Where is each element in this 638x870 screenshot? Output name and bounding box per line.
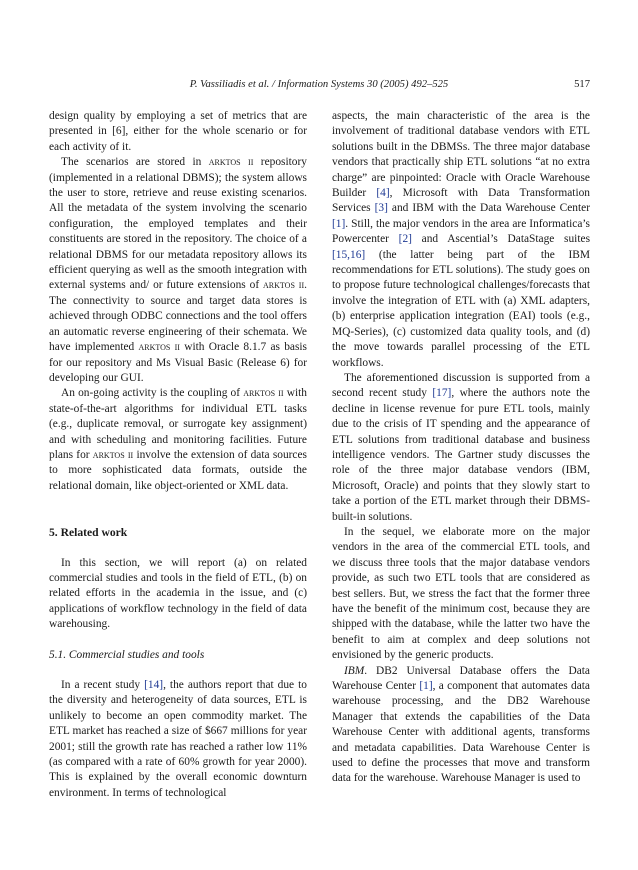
citation-link[interactable]: [14] [144,679,164,691]
section-heading: 5. Related work [49,526,128,540]
paragraph: An on-going activity is the coupling of arktos ii with state-of-the-art algorithms for individual ETL tasks (e.g., duplicate removal, or surrogate key assignment) and with scheduling and monitoring facilities. Future plans for arktos ii involve the extension of data sources to more sophisticated data formats, outside the relational domain, like object-oriented or XML data. [49,387,307,492]
left-column [49,109,307,801]
system-name: arktos ii [243,387,284,400]
citation-link[interactable]: [4] [376,187,390,200]
paragraph: In this section, we will report (a) on related commercial studies and tools in the field of ETL, (b) on related efforts in the academia in the issue, and (c) applications of workflow technology in the field of data warehousing. [49,556,307,631]
citation-link[interactable]: [1] [419,680,433,693]
citation-link[interactable]: [17] [432,387,452,400]
paragraph: In a recent study [14], the authors report that due to the diversity and heterogeneity of data sources, ETL is unlikely to become an open commodity market. The ETL market has reached a size of $667 millions for year 2001; still the growth rate has reached a rather low 11% (as compared with a rate of 60% growth for year 2000). This is explained by the overall economic downturn environment. In terms of technological [49,679,307,799]
paragraph: aspects, the main characteristic of the area is the involvement of traditional database vendors with ETL solutions built in the DBMSs. The three major database vendors that practically ship ETL solutions “at no extra charge” are pinpointed: Oracle with Oracle Warehouse Builder [4], Microsoft with Data Transformation Services [3] and IBM with the Data Warehouse Center [1]. Still, the major vendors in the area are Informatica’s Powercenter [2] and Ascential’s DataStage suites [15,16] (the latter being part of the IBM recommendations for ETL solutions). The study goes on to propose future technological challenges/forecasts that involve the integration of ETL with (a) XML adapters, (b) enterprise application integration (EAI) tools (e.g., MQ-Series), (c) customized data quality tools, and (d) the move towards parallel processing of the ETL workflows. [332,110,591,369]
subsection-heading: 5.1. Commercial studies and tools [49,648,205,661]
citation-link[interactable]: [2] [398,233,412,246]
paragraph: design quality by employing a set of metrics that are presented in [6], either for the whole scenario or for each activity of it. [49,110,307,153]
page-number: 517 [574,79,590,90]
citation-link[interactable]: [15,16] [332,248,366,261]
system-name: arktos ii [263,279,305,292]
page-header [48,77,590,93]
paragraph: The aforementioned discussion is supported from a second recent study [17], where the authors note the decline in license revenue for pure ETL tools, mainly due to the crisis of IT spending and the appearance of ETL solutions from traditional database and business intelligence vendors. The Gartner study discusses the role of the three major database vendors (IBM, Microsoft, Oracle) and points that they slowly start to take a portion of the ETL market through their DBMS-built-in solutions. [332,371,590,523]
system-name: arktos ii [138,341,180,354]
paragraph: The scenarios are stored in arktos ii repository (implemented in a relational DBMS); the system allows the user to store, retrieve and reuse existing scenarios. All the metadata of the system involving the scenario configuration, the employed templates and their constituents are stored in the repository. The choice of a relational DBMS for our metadata repository allows its efficient querying as well as the smooth integration with external systems and/ or future extensions of arktos ii. The connectivity to source and target data stores is achieved through ODBC connections and the tool offers an automatic reverse engineering of their schemata. We have implemented arktos ii with Oracle 8.1.7 as basis for our repository and Ms Visual Basic (Release 6) for developing our GUI. [49,156,307,384]
system-name: arktos ii [92,448,134,461]
paragraph: In the sequel, we elaborate more on the major vendors in the area of the commercial ETL tools, and we discuss three tools that the major database vendors provide, as such two ETL tools that are considered as best sellers. But, we stress the fact that the former three have the benefit of the minimum cost, because they are shipped with the database, while the latter two have the benefit to aim at complex and deep solutions not envisioned by the generic products. [332,525,590,662]
system-name: arktos ii [208,156,254,169]
right-column [332,109,590,787]
citation-link[interactable]: [3] [374,202,388,215]
citation-link[interactable]: [1] [332,217,346,230]
paragraph: IBM. DB2 Universal Database offers the Data Warehouse Center [1], a component that automates data warehouse processing, and the DB2 Warehouse Manager that extends the capabilities of the Data Warehouse Center with additional agents, transforms and metadata capabilities. Data Warehouse Center is used to define the processes that move and transform data for the warehouse. Warehouse Manager is used to [332,664,590,785]
running-head: P. Vassiliadis et al. / Information Systems 30 (2005) 492–525 [189,79,449,90]
company-name: IBM [344,664,365,677]
